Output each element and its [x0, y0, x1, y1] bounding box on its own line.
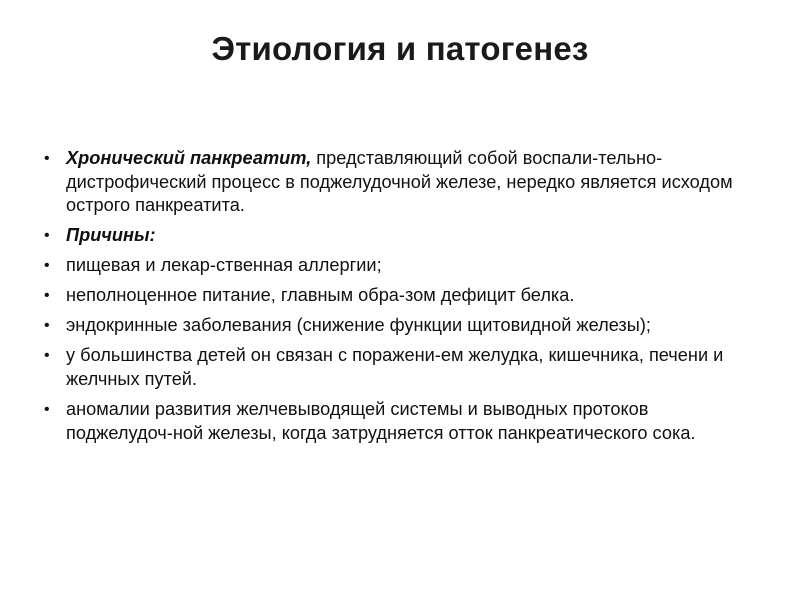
slide-title: Этиология и патогенез: [211, 30, 589, 67]
bullet-lead: Хронический панкреатит,: [66, 148, 312, 168]
bullet-text: аномалии развития желчевыводящей системы и выводных протоков поджелудоч-ной железы, когда затрудняется отток панкреатического сока.: [66, 399, 696, 443]
bullet-item: [44, 254, 744, 278]
bullet-dot-icon: •: [44, 347, 50, 365]
bullet-dot-icon: •: [44, 150, 50, 167]
bullet-text: пищевая и лекар-ственная аллергии;: [66, 255, 382, 276]
bullet-dot-icon: •: [44, 257, 50, 275]
bullet-text: эндокринные заболевания (снижение функции щитовидной железы);: [66, 315, 651, 336]
bullet-item: [44, 314, 744, 338]
bullet-text: у большинства детей он связан с поражени-ем желудка, кишечника, печени и желчных путей.: [66, 345, 724, 389]
bullet-text: неполноценное питание, главным обра-зом дефицит белка.: [66, 285, 575, 306]
bullet-lead: Причины:: [66, 225, 156, 246]
bullet-text: представляющий собой воспали-тельно-дистрофический процесс в поджелудочной железе, нередко является исходом острого панкреатита.: [66, 148, 733, 215]
bullet-dot-icon: •: [44, 287, 50, 305]
bullet-dot-icon: •: [44, 401, 50, 419]
bullet-item: [44, 284, 744, 308]
bullet-item: [44, 224, 744, 248]
bullet-dot-icon: •: [44, 227, 50, 245]
bullet-dot-icon: •: [44, 317, 50, 335]
bullet-list: [44, 147, 744, 452]
bullet-item: [44, 147, 744, 218]
bullet-item: [44, 344, 744, 391]
bullet-item: [44, 398, 744, 445]
